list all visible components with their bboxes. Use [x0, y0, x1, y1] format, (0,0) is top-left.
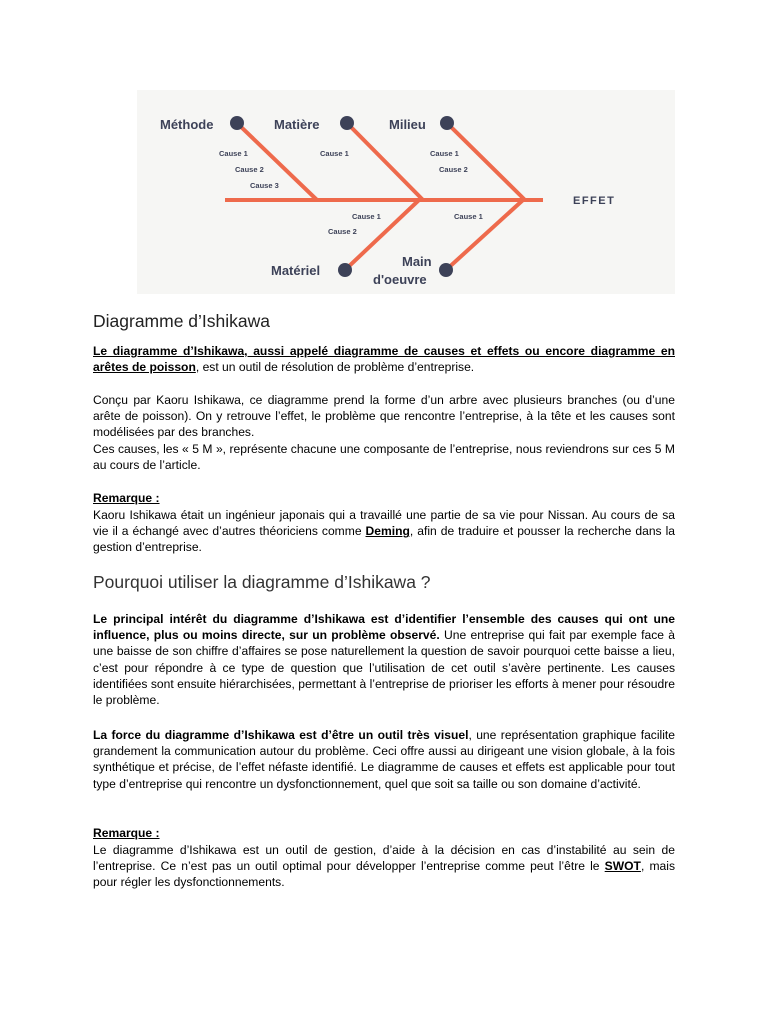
section2-paragraph-1	[93, 611, 675, 708]
force-rest: , une représentation graphique facilite grandement la communication autour du problème. Ceci offre aussi au dirigeant une vision globale, à la fois synthétique et précise, de l’effet néfaste identifié. Le diagramme de causes et effets est applicable pour tout type d’entreprise qui rencontre un dysfonctionnement, quel que soit sa taille ou son domaine d’activité.	[93, 728, 676, 791]
dot-main	[439, 263, 453, 277]
branch-milieu	[447, 123, 525, 200]
effect-label: EFFET	[573, 195, 616, 207]
section1-remark-paragraph	[93, 507, 675, 556]
section1-intro-paragraph	[93, 343, 675, 375]
dot-milieu	[440, 116, 454, 130]
cause-milieu-2: Cause 2	[439, 165, 468, 174]
label-main-line1: Main	[402, 254, 432, 269]
dot-methode	[230, 116, 244, 130]
intro-rest: , est un outil de résolution de problème d’entreprise.	[195, 360, 475, 375]
cause-main-1: Cause 1	[454, 212, 483, 221]
remark-before-1: Kaoru Ishikawa était un ingénieur japonais qui a travaillé une partie de sa vie pour Nissan. Au cours de sa vie il a échangé avec d’autres théoriciens comme	[93, 508, 675, 539]
five-m-text: Ces causes, les « 5 M », représente chacune une composante de l’entreprise, nous reviendrons sur ces 5 M au cours de l’article.	[93, 441, 675, 472]
cause-materiel-2: Cause 2	[328, 227, 357, 236]
remark-label-2: Remarque :	[93, 826, 160, 840]
remark-after-1: , afin de traduire et pousser la recherche dans la gestion d’entreprise.	[93, 524, 675, 555]
ishikawa-diagram-svg	[137, 90, 675, 294]
cause-milieu-1: Cause 1	[430, 149, 459, 158]
cause-methode-3: Cause 3	[250, 181, 279, 190]
label-main-line2: d'oeuvre	[373, 272, 427, 287]
section2-title: Pourquoi utiliser la diagramme d’Ishikawa ?	[93, 572, 431, 592]
interest-bold: Le principal intérêt du diagramme d’Ishikawa est d’identifier l’ensemble des causes qui ont une influence, plus ou moins directe, sur un problème observé.	[93, 612, 675, 643]
label-matiere: Matière	[274, 117, 320, 132]
section2-remark-paragraph	[93, 842, 675, 891]
swot-link[interactable]: SWOT	[604, 859, 641, 874]
remark-before-2: Le diagramme d’Ishikawa est un outil de gestion, d’aide à la décision en cas d’instabilité au sein de l’entreprise. Ce n’est pas un outil optimal pour développer l’entreprise comme peut l’être le	[93, 843, 675, 874]
branch-main	[446, 200, 523, 270]
deming-link[interactable]: Deming	[365, 524, 410, 539]
cause-methode-2: Cause 2	[235, 165, 264, 174]
remark-label-1: Remarque :	[93, 491, 160, 505]
dot-matiere	[340, 116, 354, 130]
cause-materiel-1: Cause 1	[352, 212, 381, 221]
interest-rest: Une entreprise qui fait par exemple face à une baisse de son chiffre d’affaires se pose naturellement la question de savoir pourquoi cette baisse a lieu, c’est pour répondre à ce type de question que l’utilisation de cet outil s’avère pertinente. Les causes identifiées sont ensuite hiérarchisées, permettant à l’entreprise de prioriser les efforts à mener pour résoudre le problème.	[93, 628, 675, 708]
ishikawa-diagram	[137, 90, 675, 294]
force-bold: La force du diagramme d’Ishikawa est d’être un outil très visuel	[93, 728, 469, 742]
cause-matiere-1: Cause 1	[320, 149, 349, 158]
branch-matiere	[347, 123, 423, 200]
section1-title: Diagramme d’Ishikawa	[93, 311, 271, 331]
dot-materiel	[338, 263, 352, 277]
remark-after-2: , mais pour régler les dysfonctionnements.	[93, 859, 675, 890]
description-text: Conçu par Kaoru Ishikawa, ce diagramme prend la forme d’un arbre avec plusieurs branches (ou d’une arête de poisson). On y retrouve l’effet, le problème que rencontre l’entreprise, à la tête et les causes sont modélisées par des branches.	[93, 393, 675, 440]
label-milieu: Milieu	[389, 117, 426, 132]
cause-methode-1: Cause 1	[219, 149, 248, 158]
label-methode: Méthode	[160, 117, 214, 132]
section2-paragraph-2	[93, 727, 675, 792]
section2-remark-heading	[93, 825, 675, 841]
label-materiel: Matériel	[271, 263, 321, 278]
section1-remark-heading	[93, 490, 675, 506]
section1-description-paragraph	[93, 392, 675, 473]
intro-link[interactable]: Le diagramme d’Ishikawa, aussi appelé diagramme de causes et effets ou encore diagramme en arêtes de poisson	[93, 344, 675, 375]
